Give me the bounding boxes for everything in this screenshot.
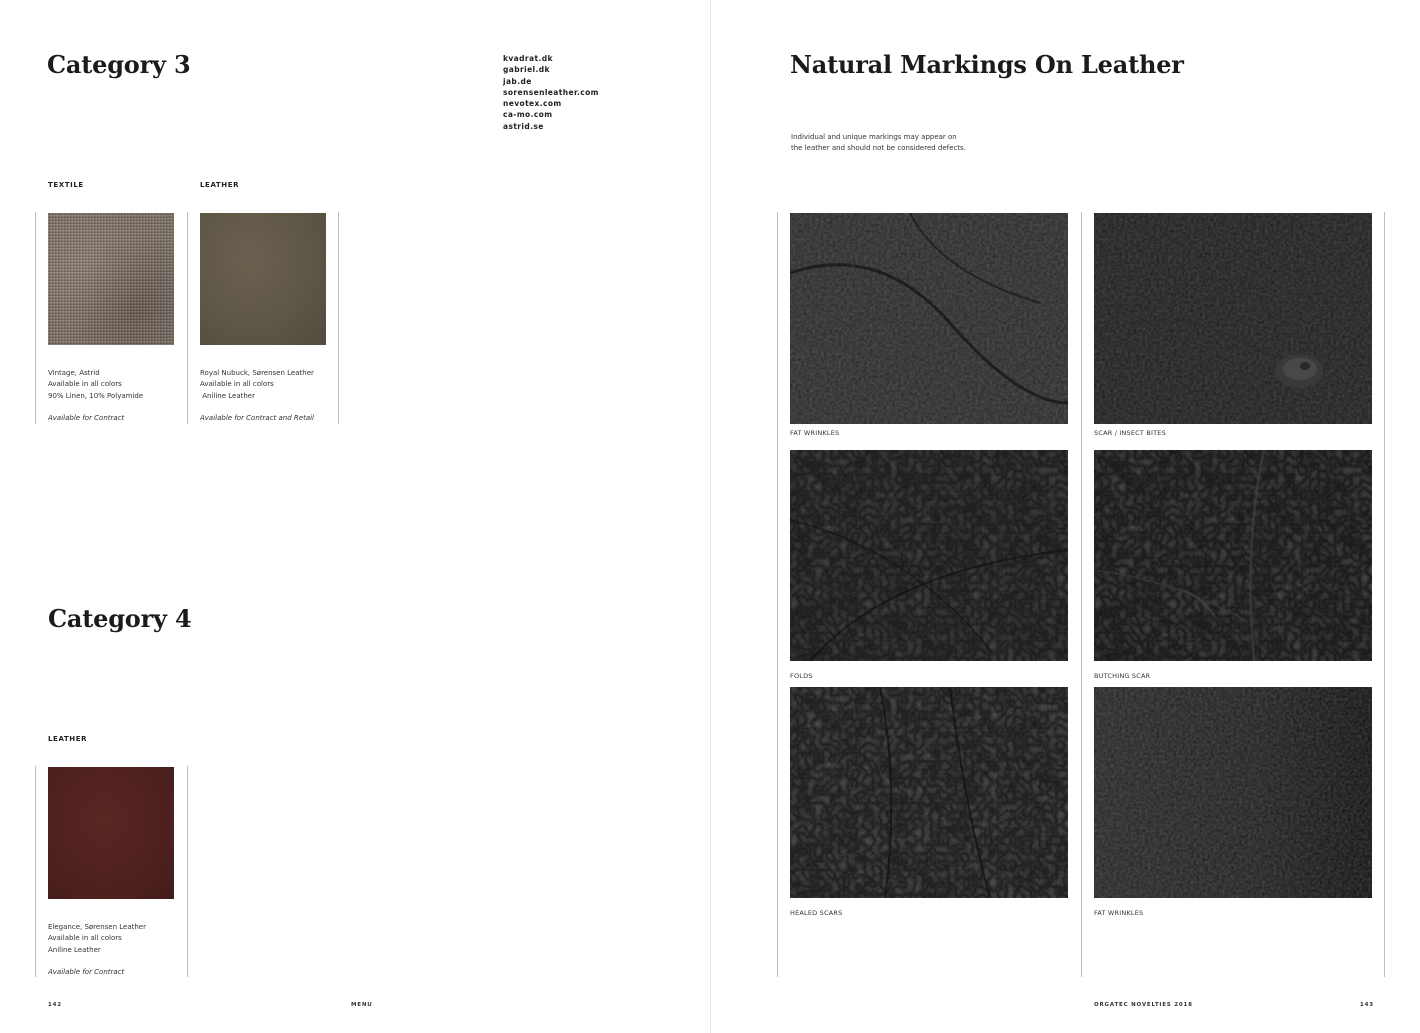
- supplier-url[interactable]: ca-mo.com: [503, 110, 553, 120]
- leather-photo-folds: [790, 450, 1068, 661]
- elegance-item-description: [48, 922, 146, 978]
- column-divider: [187, 212, 188, 424]
- marking-caption: HEALED SCARS: [790, 909, 843, 917]
- section-label: MENU: [351, 1002, 373, 1008]
- leather-swatch-royal-nubuck: [200, 213, 326, 345]
- intro-line: the leather and should not be considered defects.: [791, 144, 966, 152]
- marking-caption: FAT WRINKLES: [1094, 909, 1144, 917]
- supplier-url[interactable]: nevotex.com: [503, 99, 562, 109]
- column-divider: [35, 766, 36, 977]
- column-divider: [338, 212, 339, 424]
- supplier-url-list: [503, 53, 599, 132]
- item-name: Royal Nubuck, Sørensen Leather: [200, 369, 314, 377]
- item-note: Available for Contract: [48, 967, 125, 976]
- item-type: Aniline Leather: [48, 945, 101, 954]
- right-page: [711, 0, 1420, 1033]
- column-divider: [187, 766, 188, 977]
- marking-caption: FAT WRINKLES: [790, 429, 840, 437]
- leather-photo-fat-wrinkles-2: [1094, 687, 1372, 898]
- item-name: Elegance, Sørensen Leather: [48, 923, 146, 931]
- marking-caption: BUTCHING SCAR: [1094, 672, 1151, 680]
- item-availability: Available in all colors: [48, 934, 122, 943]
- supplier-url[interactable]: sorensenleather.com: [503, 87, 599, 97]
- column-divider: [35, 212, 36, 424]
- column-divider: [777, 212, 778, 977]
- leather-photo-healed-scars: [790, 687, 1068, 898]
- item-availability: Available in all colors: [200, 380, 274, 389]
- item-note: Available for Contract and Retail: [200, 413, 314, 422]
- supplier-url[interactable]: jab.de: [503, 76, 532, 86]
- leather-photo-scar-insect-bites: [1094, 213, 1372, 424]
- supplier-url[interactable]: kvadrat.dk: [503, 54, 553, 63]
- publication-label: ORGATEC NOVELTIES 2018: [1094, 1002, 1193, 1008]
- textile-item-description: [48, 368, 143, 424]
- leather-item-description: [200, 368, 314, 424]
- page-number: 142: [48, 1002, 62, 1008]
- column-divider: [1081, 212, 1082, 977]
- item-availability: Available in all colors: [48, 380, 122, 389]
- textile-swatch-vintage: [48, 213, 174, 345]
- column-divider: [1384, 212, 1385, 977]
- supplier-url[interactable]: gabriel.dk: [503, 65, 550, 75]
- textile-label: TEXTILE: [48, 181, 84, 189]
- leather-photo-fat-wrinkles: [790, 213, 1068, 424]
- item-name: Vintage, Astrid: [48, 369, 100, 377]
- marking-caption: FOLDS: [790, 672, 813, 680]
- leather-swatch-elegance: [48, 767, 174, 899]
- intro-line: Individual and unique markings may appear on: [791, 133, 957, 141]
- category-3-title: Category 3: [47, 50, 191, 79]
- leather-photo-butching-scar: [1094, 450, 1372, 661]
- item-note: Available for Contract: [48, 413, 125, 422]
- item-type: Aniline Leather: [200, 391, 255, 400]
- leather-label: LEATHER: [200, 181, 240, 189]
- leather-label: LEATHER: [48, 735, 88, 743]
- category-4-title: Category 4: [48, 604, 192, 633]
- intro-text: [791, 132, 966, 154]
- item-composition: 90% Linen, 10% Polyamide: [48, 391, 144, 400]
- page-number: 143: [1360, 1002, 1374, 1008]
- marking-caption: SCAR / INSECT BITES: [1094, 429, 1166, 437]
- natural-markings-title: Natural Markings On Leather: [790, 50, 1184, 79]
- supplier-url[interactable]: astrid.se: [503, 121, 544, 131]
